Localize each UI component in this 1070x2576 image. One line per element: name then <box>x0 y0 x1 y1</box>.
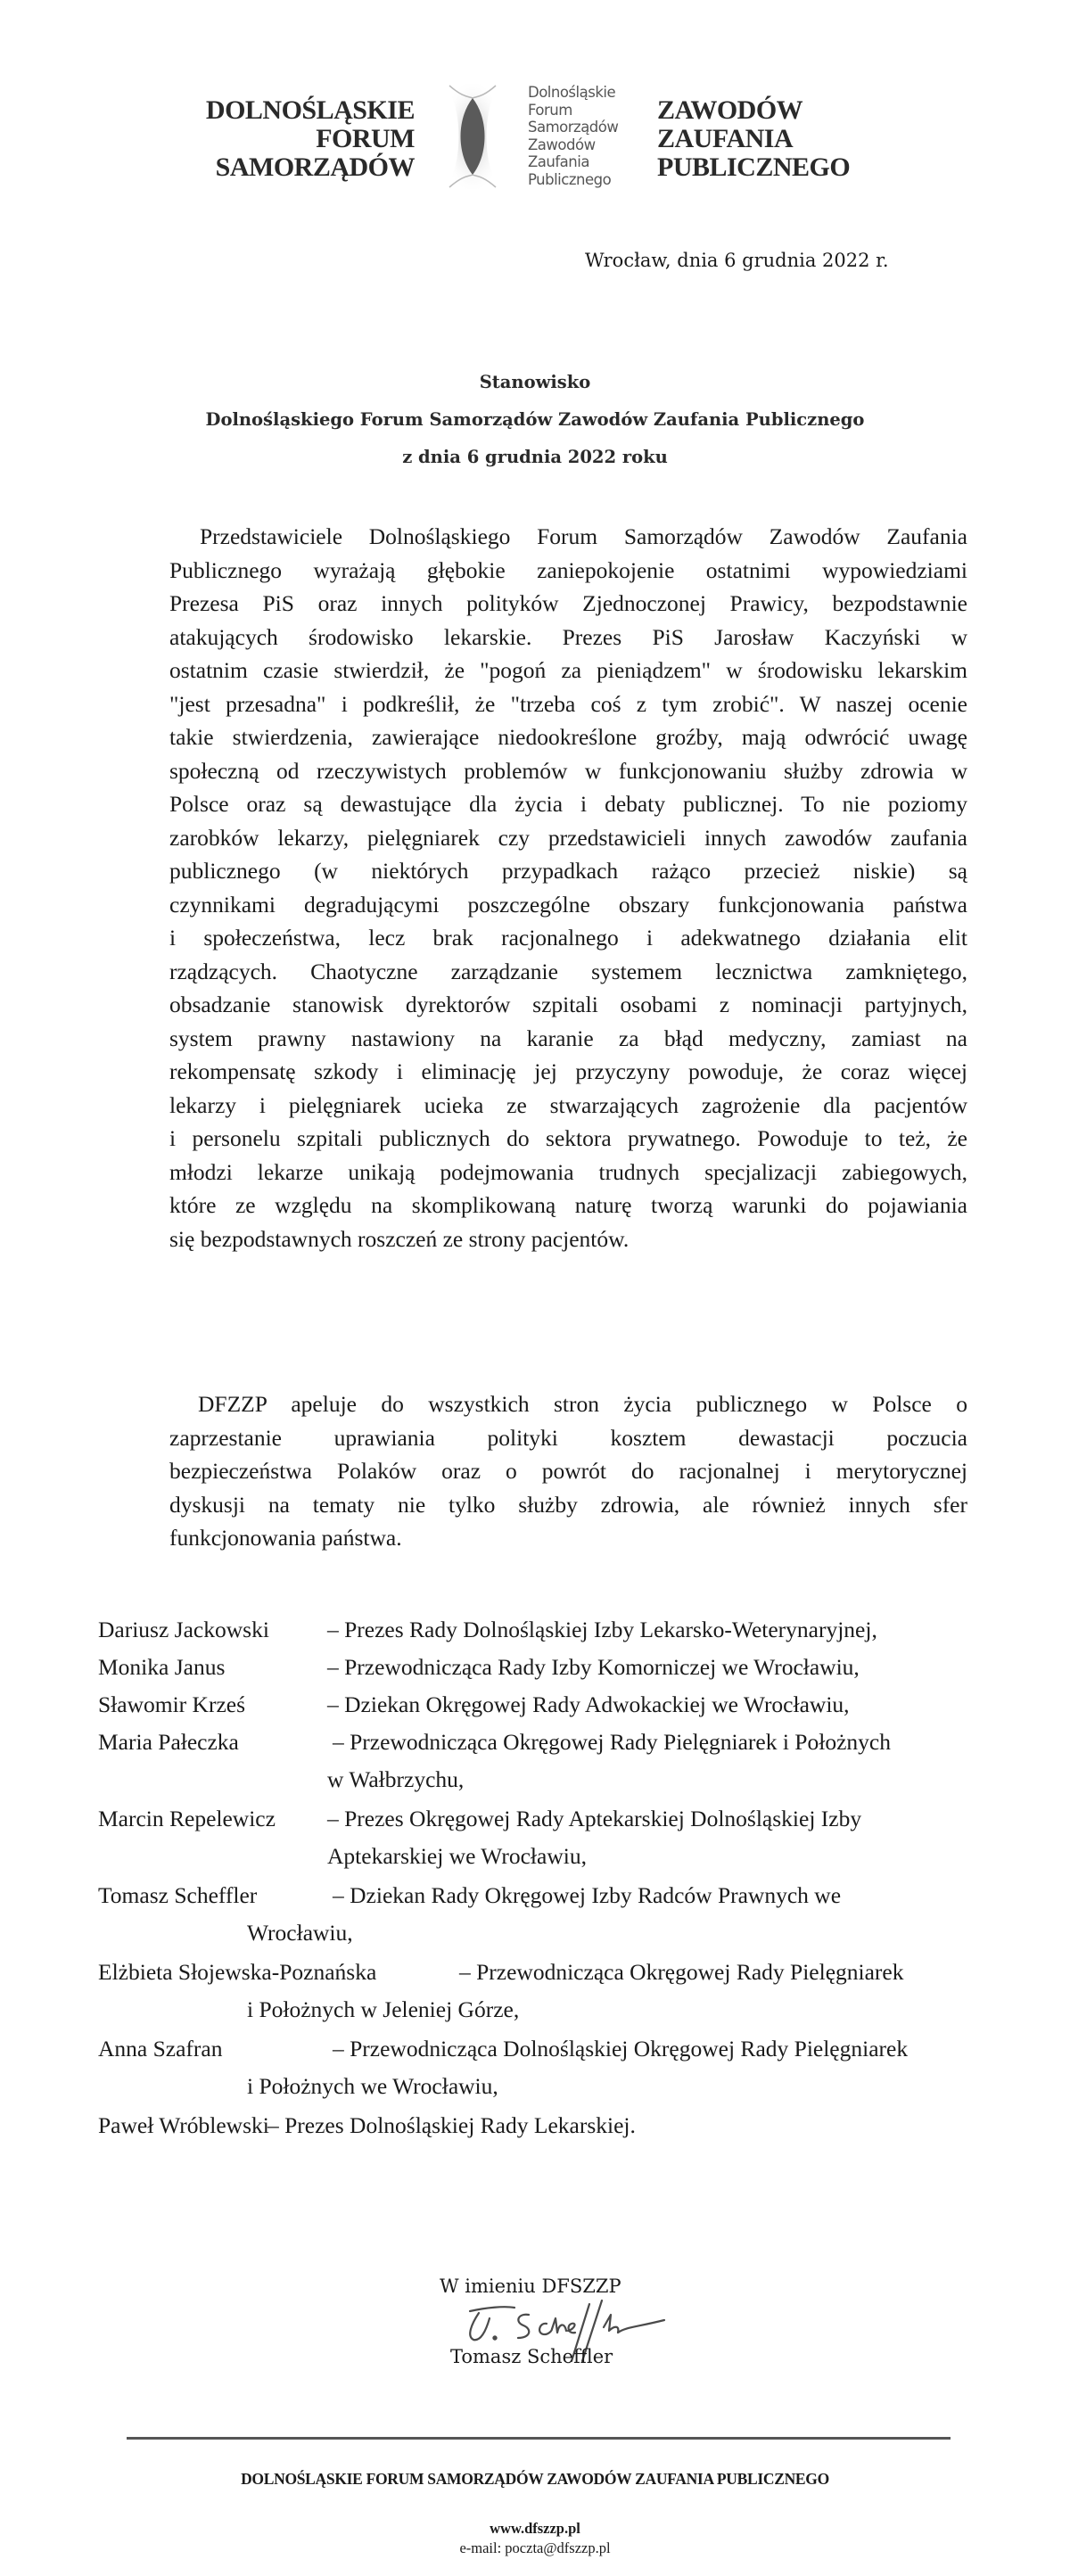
lens-shape-logo-icon <box>437 78 508 194</box>
closing-label: W imieniu DFSZZP <box>440 2276 621 2297</box>
letterhead-right-line: ZAWODÓW <box>657 95 803 125</box>
signatory-role-continuation: Aptekarskiej we Wrocławiu, <box>327 1843 587 1869</box>
signatory-role: – Prezes Dolnośląskiej Rady Lekarskiej. <box>268 2112 636 2138</box>
logo-text-line: Forum <box>528 101 572 119</box>
paragraph-line: młodzi lekarze unikają podejmowania trudnych specjalizacji zabiegowych, <box>169 1158 967 1185</box>
signatory-role: – Prezes Okręgowej Rady Aptekarskiej Dolnośląskiej Izby <box>327 1806 862 1831</box>
paragraph-line: funkcjonowania państwa. <box>169 1525 402 1551</box>
signatory-name: Dariusz Jackowski <box>98 1617 269 1642</box>
paragraph-line: i społeczeństwa, lecz brak racjonalnego i adekwatnego działania elit <box>169 925 967 951</box>
signatory-role: – Przewodnicząca Rady Izby Komorniczej we Wrocławiu, <box>327 1654 860 1680</box>
letterhead-left-line: SAMORZĄDÓW <box>215 152 415 182</box>
letterhead-logo-text <box>528 84 618 188</box>
paragraph-line: obsadzanie stanowisk dyrektorów szpitali osobami z nominacji partyjnych, <box>169 992 967 1017</box>
signatory-name: Marcin Repelewicz <box>98 1806 276 1831</box>
signatory-role: – Dziekan Okręgowej Rady Adwokackiej we Wrocławiu, <box>327 1691 850 1717</box>
footer-email-link[interactable]: e-mail: poczta@dfszzp.pl <box>459 2539 611 2556</box>
title-line-3: z dnia 6 grudnia 2022 roku <box>402 447 668 467</box>
paragraph-line: takie stwierdzenia, zawierające niedookreślone groźby, mają odwrócić uwagę <box>169 724 967 750</box>
logo-text-line: Publicznego <box>528 170 612 188</box>
signatory-role-continuation: i Położnych we Wrocławiu, <box>247 2073 498 2099</box>
closing-signatory-name: Tomasz Scheffler <box>450 2346 613 2367</box>
signatory-name: Sławomir Krześ <box>98 1691 246 1717</box>
paragraph-line: atakujących środowisko lekarskie. Prezes PiS Jarosław Kaczyński w <box>169 623 967 650</box>
footer-website-link[interactable]: www.dfszzp.pl <box>490 2520 580 2537</box>
paragraph-line: społeczną od rzeczywistych problemów w funkcjonowaniu służby zdrowia w <box>169 757 967 784</box>
signatory-role: – Przewodnicząca Okręgowej Rady Pielęgniarek i Położnych <box>333 1729 891 1755</box>
signatory-role-continuation: w Wałbrzychu, <box>327 1766 465 1792</box>
paragraph-line: "jest przesadna" i podkreślił, że "trzeba coś z tym zrobić". W naszej ocenie <box>169 690 967 717</box>
body-paragraph-1 <box>169 520 967 1255</box>
footer-divider <box>127 2437 951 2440</box>
paragraph-line: publicznego (w niektórych przypadkach rażąco przecież niskie) są <box>169 858 967 884</box>
signatory-role-continuation: i Położnych w Jeleniej Górze, <box>247 1996 520 2022</box>
letterhead-left-text <box>192 96 415 182</box>
signatory-name: Tomasz Scheffler <box>98 1882 258 1908</box>
paragraph-line: zaprzestanie uprawiania polityki kosztem dewastacji poczucia <box>169 1424 967 1451</box>
letterhead-right-text <box>657 96 889 182</box>
paragraph-line: lekarzy i pielęgniarek ucieka ze stwarzających zagrożenie dla pacjentów <box>169 1091 967 1118</box>
paragraph-line: Publicznego wyrażają głębokie zaniepokojenie ostatnimi wypowiedziami <box>169 556 967 583</box>
paragraph-line: system prawny nastawiony na karanie za błąd medyczny, zamiast na <box>169 1025 967 1051</box>
signatory-name: Elżbieta Słojewska-Poznańska <box>98 1959 377 1985</box>
paragraph-line: Polsce oraz są dewastujące dla życia i debaty publicznej. To nie poziomy <box>169 791 967 817</box>
paragraph-line: zarobków lekarzy, pielęgniarek czy przedstawicieli innych zawodów zaufania <box>169 824 967 851</box>
signatory-name: Anna Szafran <box>98 2036 223 2062</box>
paragraph-line: Prezesa PiS oraz innych polityków Zjednoczonej Prawicy, bezpodstawnie <box>169 590 967 616</box>
logo-text-line: Zaufania <box>528 153 589 170</box>
title-line-1: Stanowisko <box>479 372 591 392</box>
signatory-role-continuation: Wrocławiu, <box>247 1920 353 1946</box>
document-title <box>0 364 1070 476</box>
signatory-role: – Dziekan Rady Okręgowej Izby Radców Prawnych we <box>333 1882 842 1908</box>
title-line-2: Dolnośląskiego Forum Samorządów Zawodów Zaufania Publicznego <box>205 409 865 430</box>
signatory-name: Maria Pałeczka <box>98 1729 239 1755</box>
letterhead-left-line: DOLNOŚLĄSKIE <box>205 95 415 125</box>
paragraph-line: DFZZP apeluje do wszystkich stron życia publicznego w Polsce o <box>198 1391 967 1417</box>
paragraph-line: czynnikami degradującymi poszczególne obszary funkcjonowania państwa <box>169 891 967 918</box>
paragraph-line: ostatnim czasie stwierdził, że "pogoń za pieniądzem" w środowisku lekarskim <box>169 657 967 683</box>
paragraph-line: bezpieczeństwa Polaków oraz o powrót do racjonalnej i merytorycznej <box>169 1458 967 1484</box>
logo-text-line: Dolnośląskie <box>528 84 616 101</box>
paragraph-line: dyskusji na tematy nie tylko służby zdrowia, ale również innych sfer <box>169 1491 967 1518</box>
document-date: Wrocław, dnia 6 grudnia 2022 r. <box>585 250 889 271</box>
body-paragraph-2 <box>169 1387 967 1555</box>
paragraph-line: rekompensatę szkody i eliminację jej przyczyny powoduje, że coraz więcej <box>169 1058 967 1084</box>
paragraph-line: rządzących. Chaotyczne zarządzanie systemem lecznictwa zamkniętego, <box>169 958 967 984</box>
letterhead-left-line: FORUM <box>316 124 415 153</box>
paragraph-line: się bezpodstawnych roszczeń ze strony pacjentów. <box>169 1225 630 1252</box>
signatory-name: Monika Janus <box>98 1654 226 1680</box>
logo-text-line: Zawodów <box>528 136 596 153</box>
letterhead-right-line: PUBLICZNEGO <box>657 152 851 182</box>
logo-text-line: Samorządów <box>528 119 619 136</box>
paragraph-line: Przedstawiciele Dolnośląskiego Forum Samorządów Zawodów Zaufania <box>200 523 967 549</box>
signatory-role: – Prezes Rady Dolnośląskiej Izby Lekarsko-Weterynaryjnej, <box>327 1617 877 1642</box>
letterhead-right-line: ZAUFANIA <box>657 124 794 153</box>
paragraph-line: i personelu szpitali publicznych do sektora prywatnego. Powoduje to też, że <box>169 1125 967 1151</box>
paragraph-line: które ze względu na skomplikowaną naturę tworzą warunki do pojawiania <box>169 1192 967 1218</box>
footer-organization: DOLNOŚLĄSKIE FORUM SAMORZĄDÓW ZAWODÓW ZAUFANIA PUBLICZNEGO <box>241 2470 829 2488</box>
signatory-name: Paweł Wróblewski <box>98 2112 269 2138</box>
signatory-role: – Przewodnicząca Okręgowej Rady Pielęgniarek <box>459 1959 904 1985</box>
signatory-role: – Przewodnicząca Dolnośląskiej Okręgowej Rady Pielęgniarek <box>333 2036 909 2062</box>
